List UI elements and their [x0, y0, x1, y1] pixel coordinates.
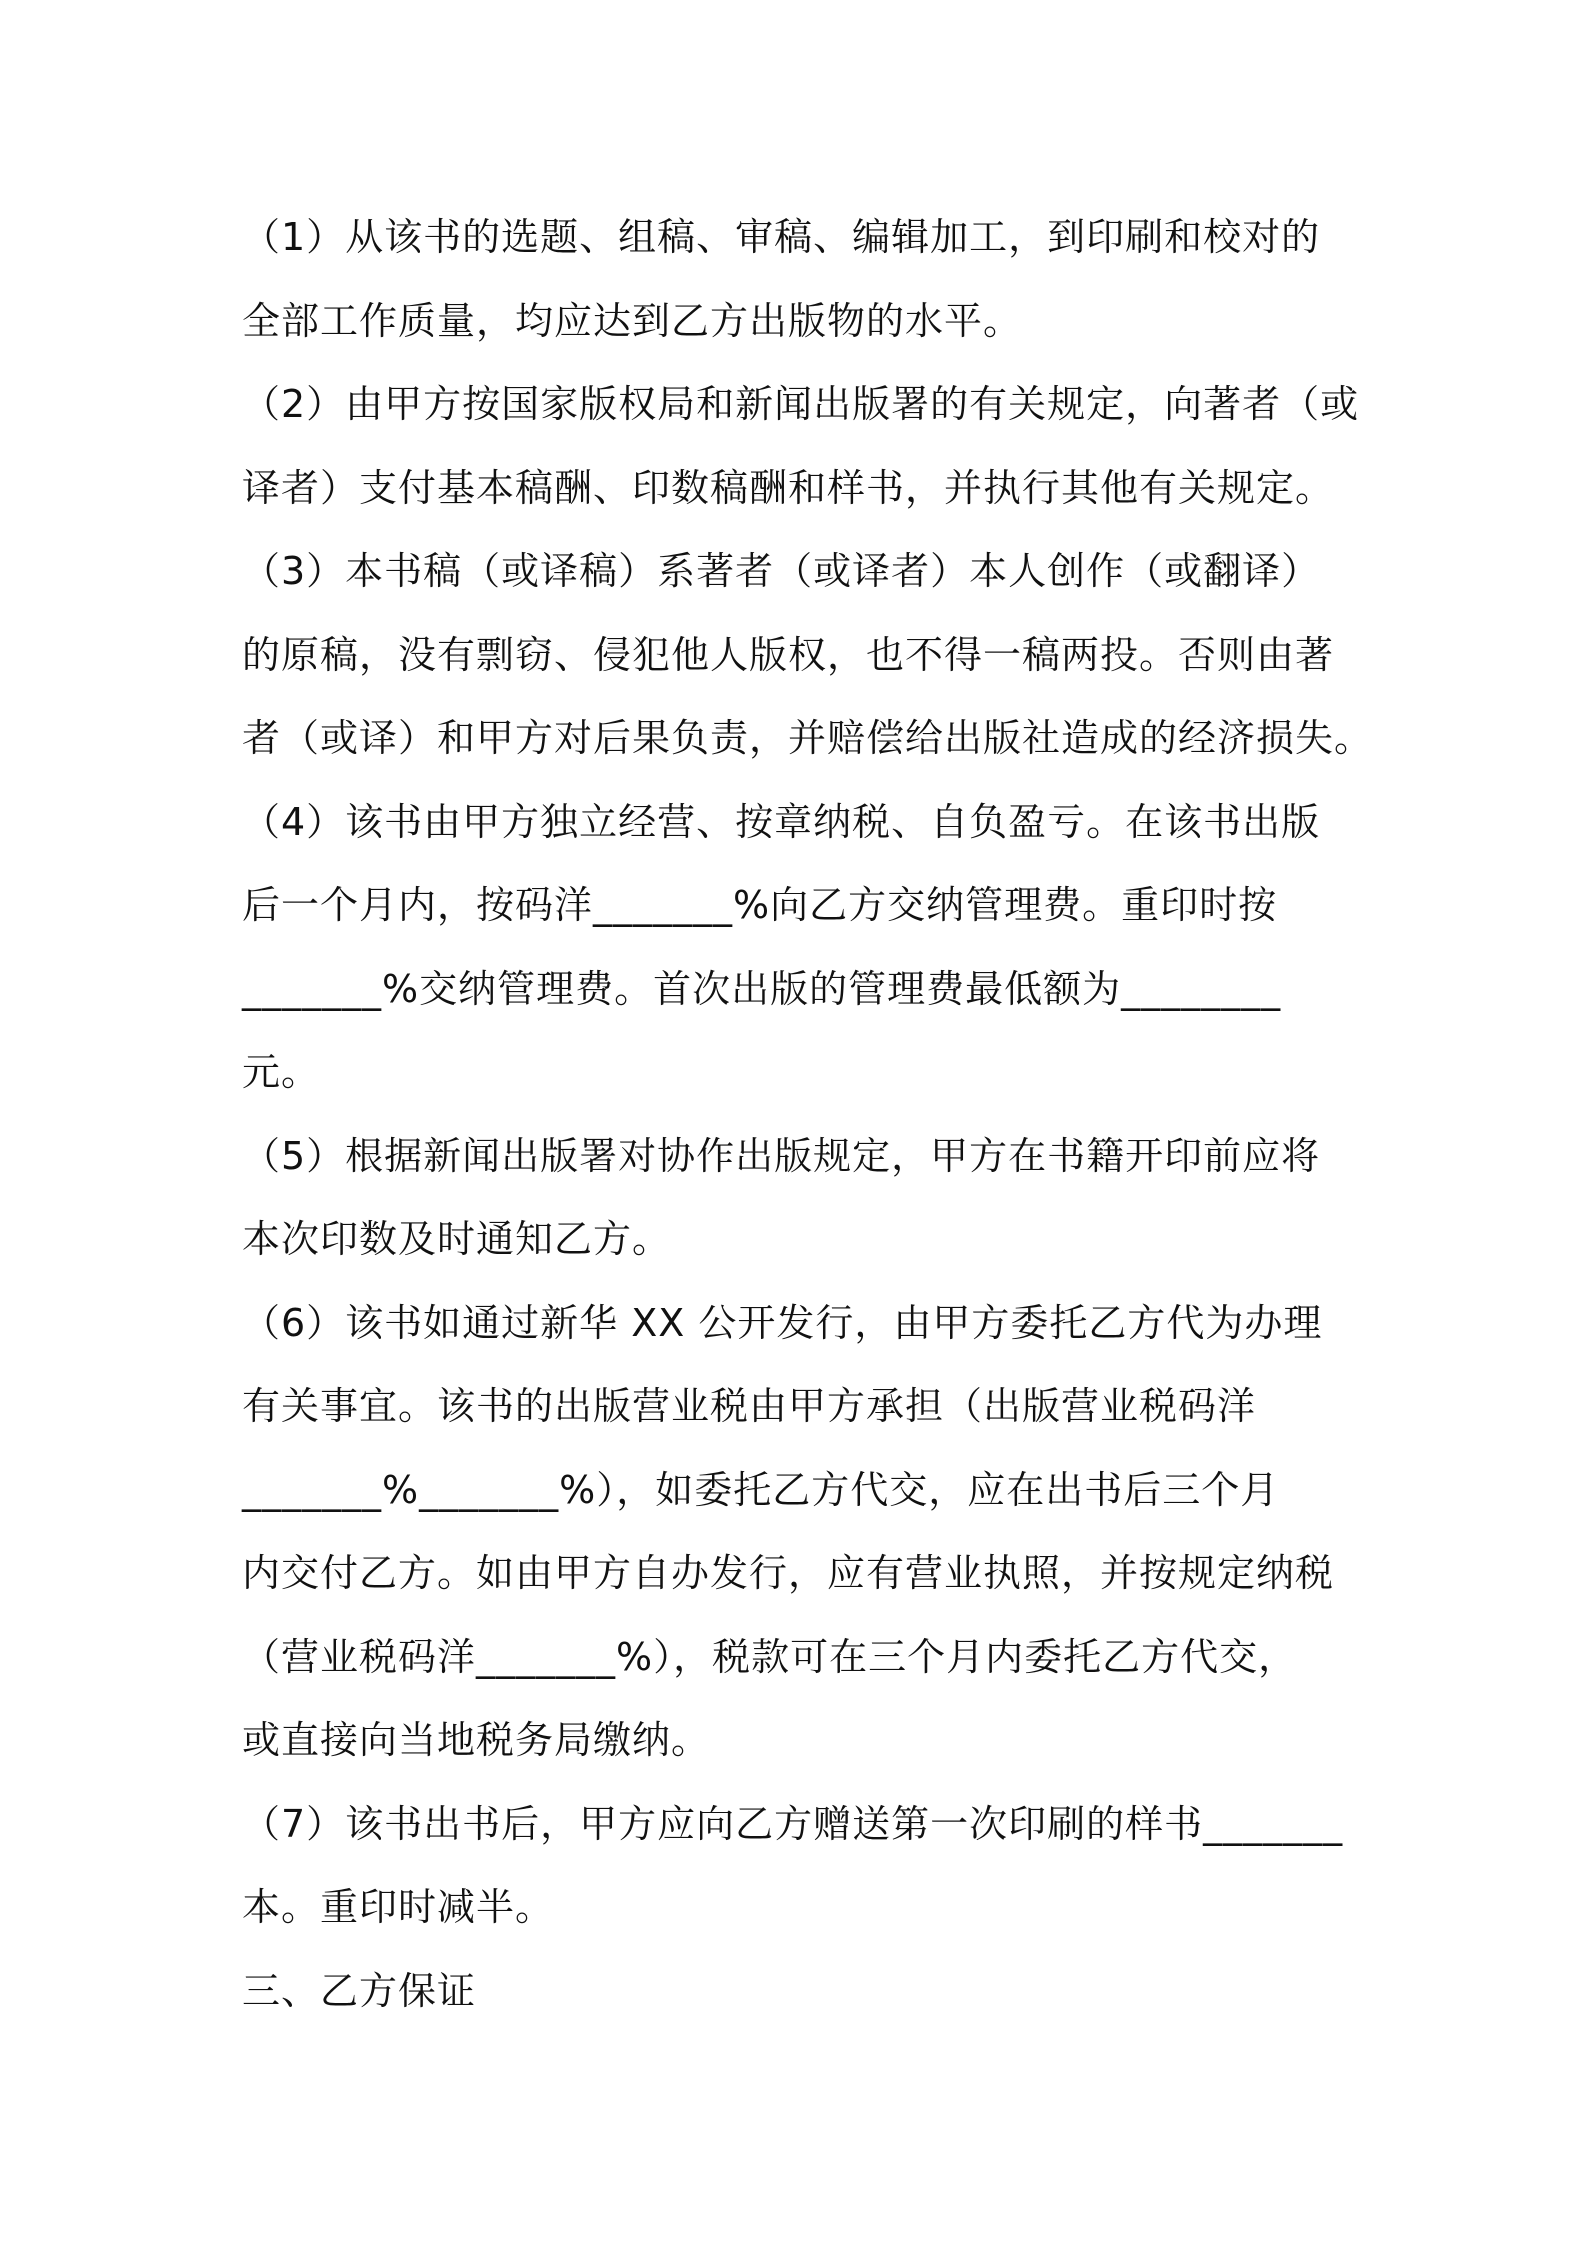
- text-line: （4）该书由甲方独立经营、按章纳税、自负盈亏。在该书出版: [242, 799, 1321, 844]
- text-line: 者（或译）和甲方对后果负责，并赔偿给出版社造成的经济损失。: [242, 716, 1374, 760]
- text-line: 本次印数及时通知乙方。: [242, 1217, 672, 1261]
- text-line: 全部工作质量，均应达到乙方出版物的水平。: [242, 298, 1023, 343]
- clause-4: [242, 781, 1354, 1115]
- text-line: 有关事宜。该书的出版营业税由甲方承担（出版营业税码洋: [242, 1384, 1257, 1428]
- text-line: 的原稿，没有剽窃、侵犯他人版权，也不得一稿两投。否则由著: [242, 632, 1335, 677]
- clause-6: [242, 1282, 1354, 1783]
- text-line: 后一个月内，按码洋_______%向乙方交纳管理费。重印时按: [242, 883, 1278, 927]
- document-body: [242, 196, 1374, 2033]
- text-line: （7）该书出书后，甲方应向乙方赠送第一次印刷的样书_______: [242, 1801, 1344, 1846]
- section-heading: 三、乙方保证: [242, 1968, 477, 2013]
- text-line: （3）本书稿（或译稿）系著者（或译者）本人创作（或翻译）: [242, 549, 1321, 593]
- text-line: （2）由甲方按国家版权局和新闻出版署的有关规定，向著者（或: [242, 382, 1360, 426]
- text-line: 本。重印时减半。: [242, 1885, 555, 1929]
- clause-3: [242, 530, 1374, 781]
- text-line: （6）该书如通过新华 XX 公开发行，由甲方委托乙方代为办理: [242, 1300, 1323, 1345]
- text-line: _______%交纳管理费。首次出版的管理费最低额为________: [242, 966, 1282, 1011]
- text-line: （1）从该书的选题、组稿、审稿、编辑加工，到印刷和校对的: [242, 215, 1321, 259]
- text-line: 内交付乙方。如由甲方自办发行，应有营业执照，并按规定纳税: [242, 1551, 1335, 1595]
- text-line: （营业税码洋_______%），税款可在三个月内委托乙方代交，: [242, 1634, 1298, 1679]
- text-line: 元。: [242, 1050, 321, 1094]
- clause-7: [242, 1783, 1354, 1950]
- clause-5: [242, 1115, 1354, 1282]
- text-line: 或直接向当地税务局缴纳。: [242, 1718, 711, 1762]
- text-line: （5）根据新闻出版署对协作出版规定，甲方在书籍开印前应将: [242, 1133, 1321, 1178]
- text-line: 译者）支付基本稿酬、印数稿酬和样书，并执行其他有关规定。: [242, 465, 1335, 510]
- clause-2: [242, 363, 1360, 530]
- text-line: _______%_______%），如委托乙方代交，应在出书后三个月: [242, 1467, 1280, 1512]
- clause-1: [242, 196, 1354, 363]
